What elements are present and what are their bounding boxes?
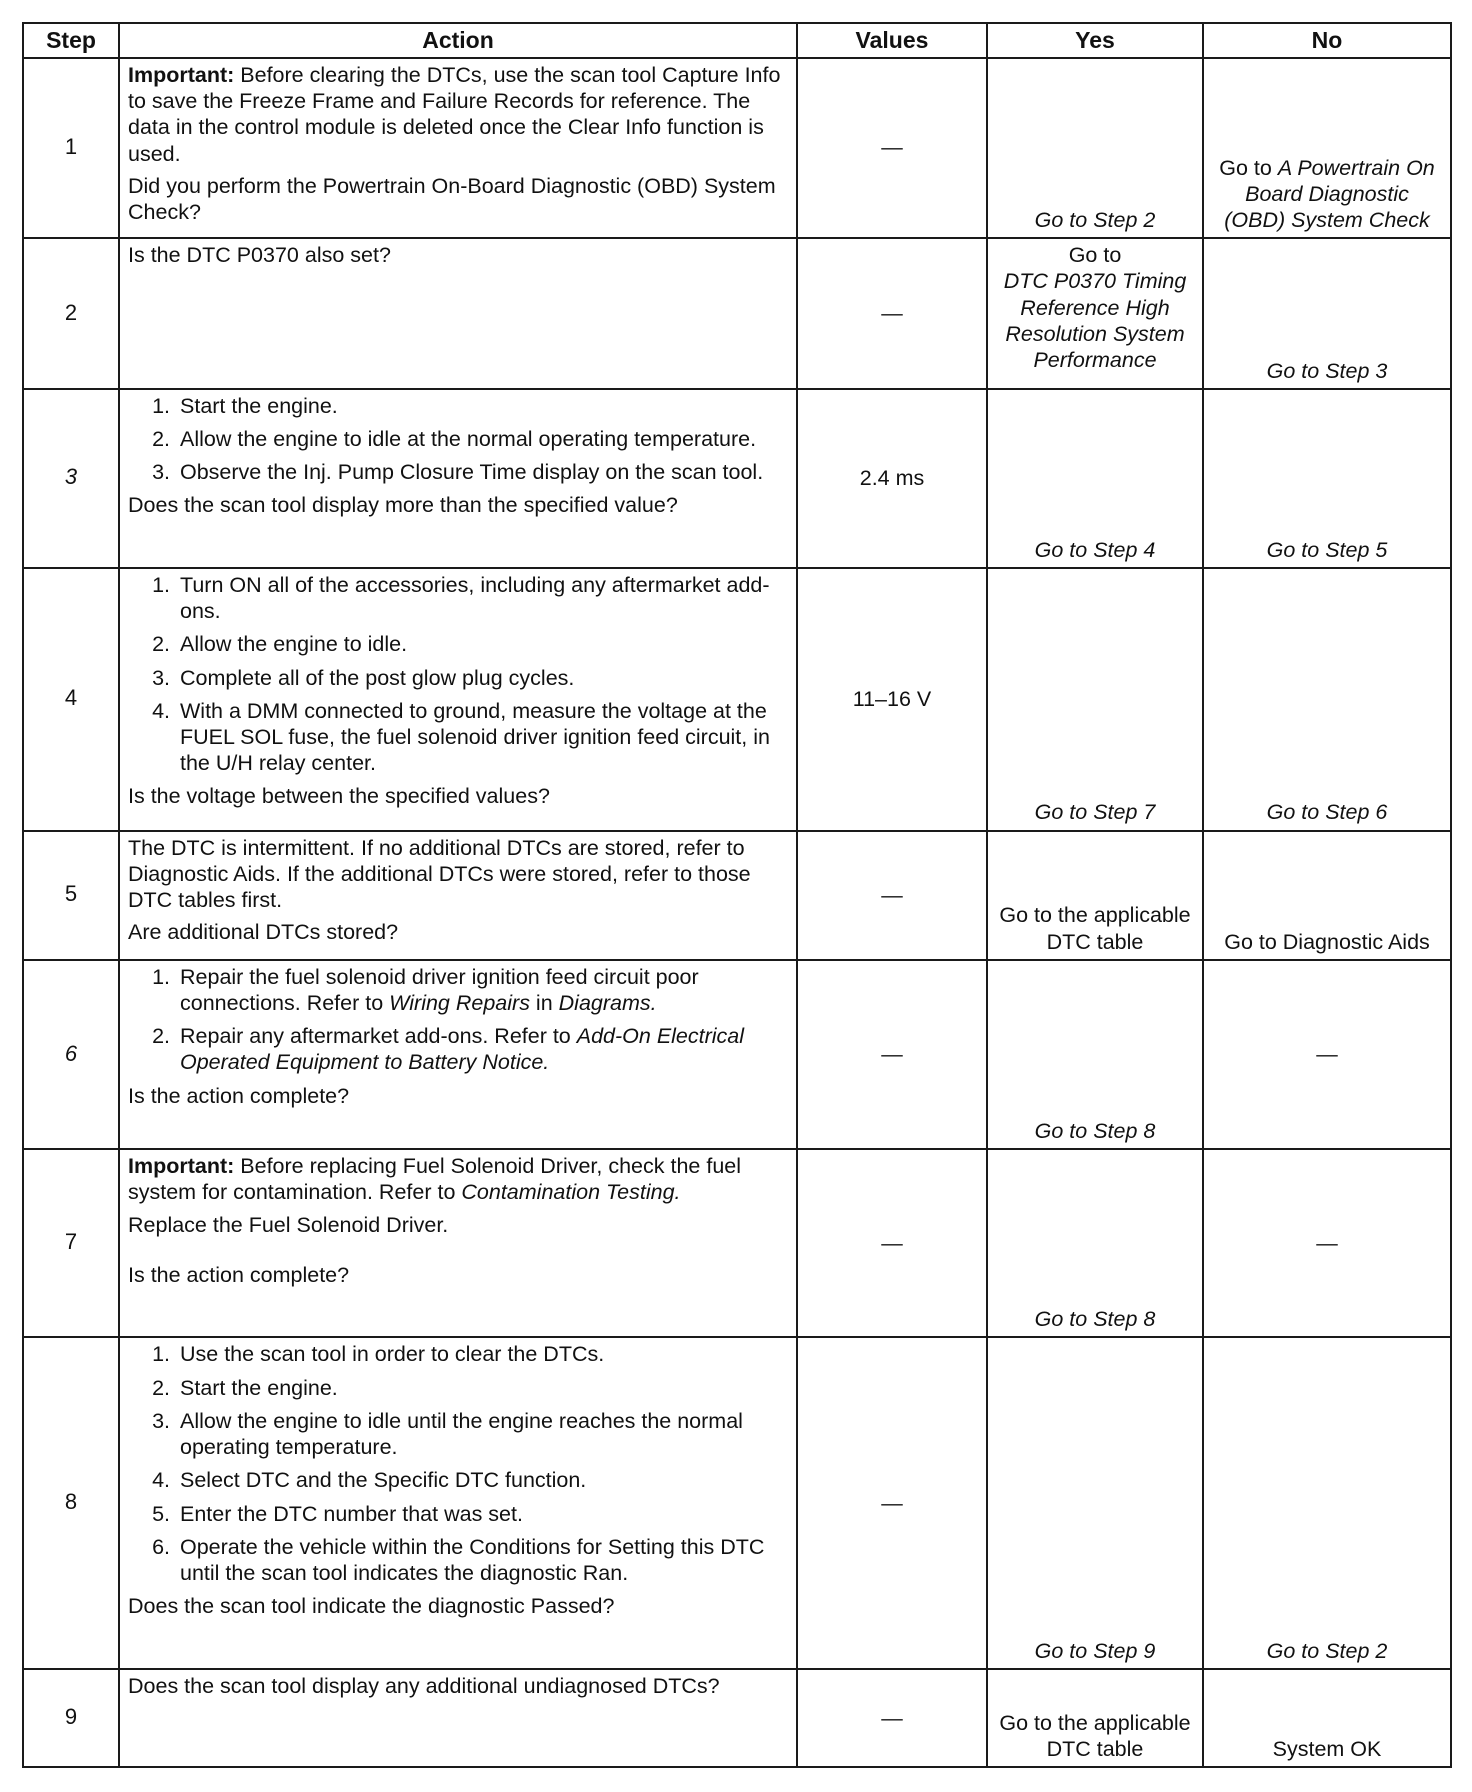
yes-cell bbox=[987, 238, 1203, 389]
no-link[interactable]: Go to Step 5 bbox=[1266, 537, 1388, 562]
values-cell bbox=[797, 1149, 987, 1337]
list-item: 6. Operate the vehicle within the Conditions for Setting this DTC until the scan tool indicates the diagnostic Ran. bbox=[176, 1534, 788, 1586]
action-text: The DTC is intermittent. If no additional DTCs are stored, refer to Diagnostic Aids. If the additional DTCs were stored, refer to those DTC tables first. bbox=[128, 835, 751, 912]
action-list bbox=[128, 964, 788, 1076]
header-step: Step bbox=[23, 23, 119, 58]
action-question: Does the scan tool display any additional undiagnosed DTCs? bbox=[128, 1674, 720, 1699]
list-item: 1. Start the engine. bbox=[176, 393, 788, 419]
list-item bbox=[176, 964, 788, 1016]
step-number: 5 bbox=[23, 831, 119, 960]
action-question: Did you perform the Powertrain On-Board Diagnostic (OBD) System Check? bbox=[128, 173, 776, 225]
no-cell bbox=[1203, 960, 1451, 1149]
no-cell bbox=[1203, 389, 1451, 568]
step-number: 7 bbox=[23, 1149, 119, 1337]
values-text: — bbox=[881, 135, 903, 160]
list-item bbox=[176, 1023, 788, 1075]
table-row-step-9 bbox=[23, 1669, 1451, 1767]
list-item: 2. Allow the engine to idle at the normal operating temperature. bbox=[176, 426, 788, 452]
values-text: — bbox=[881, 882, 903, 907]
action-cell bbox=[119, 568, 797, 831]
values-text: — bbox=[881, 1705, 903, 1730]
action-question: Is the action complete? bbox=[128, 1262, 350, 1287]
action-cell bbox=[119, 1149, 797, 1337]
step-number: 4 bbox=[23, 568, 119, 831]
list-item: 3. Allow the engine to idle until the engine reaches the normal operating temperature. bbox=[176, 1408, 788, 1460]
list-item: 2. Allow the engine to idle. bbox=[176, 631, 788, 657]
important-label: Important: bbox=[128, 63, 235, 87]
step-number: 8 bbox=[23, 1337, 119, 1669]
values-cell bbox=[797, 1337, 987, 1669]
yes-cell bbox=[987, 58, 1203, 238]
yes-link[interactable]: Go to Step 9 bbox=[1034, 1639, 1156, 1664]
add-on-notice-link[interactable]: Add-On Electrical Operated Equipment to Battery Notice. bbox=[180, 1024, 745, 1075]
no-cell bbox=[1203, 1669, 1451, 1767]
list-item: 4. With a DMM connected to ground, measure the voltage at the FUEL SOL fuse, the fuel solenoid driver ignition feed circuit, in the U/H relay center. bbox=[176, 698, 788, 777]
diagnostic-table-page bbox=[22, 22, 1450, 1768]
step-number: 9 bbox=[23, 1669, 119, 1767]
values-text: — bbox=[881, 1041, 903, 1066]
values-text: 11–16 V bbox=[852, 686, 932, 711]
action-cell bbox=[119, 1669, 797, 1767]
list-item: 5. Enter the DTC number that was set. bbox=[176, 1501, 788, 1527]
header-row bbox=[23, 23, 1451, 58]
table-row-step-6 bbox=[23, 960, 1451, 1149]
yes-cell bbox=[987, 1149, 1203, 1337]
values-cell bbox=[797, 831, 987, 960]
yes-link[interactable]: Go to Step 8 bbox=[1034, 1118, 1156, 1143]
values-text: — bbox=[881, 1490, 903, 1515]
yes-link[interactable]: Go to the applicable DTC table bbox=[999, 1710, 1191, 1761]
no-cell bbox=[1203, 1337, 1451, 1669]
step-number: 1 bbox=[23, 58, 119, 238]
no-cell bbox=[1203, 831, 1451, 960]
yes-link[interactable]: Go to Step 4 bbox=[1034, 537, 1156, 562]
action-cell bbox=[119, 1337, 797, 1669]
no-text: System OK bbox=[1272, 1736, 1382, 1761]
values-cell bbox=[797, 568, 987, 831]
no-cell bbox=[1203, 1149, 1451, 1337]
header-yes: Yes bbox=[987, 23, 1203, 58]
header-no: No bbox=[1203, 23, 1451, 58]
table-row-step-8 bbox=[23, 1337, 1451, 1669]
step-number: 6 bbox=[23, 960, 119, 1149]
item-text: Repair any aftermarket add-ons. Refer to bbox=[180, 1024, 577, 1049]
table-row-step-1 bbox=[23, 58, 1451, 238]
no-cell bbox=[1203, 238, 1451, 389]
list-item: 2. Start the engine. bbox=[176, 1375, 788, 1401]
no-link[interactable]: Go to Diagnostic Aids bbox=[1224, 929, 1430, 954]
values-cell bbox=[797, 58, 987, 238]
yes-link[interactable]: Go to Step 7 bbox=[1034, 800, 1156, 825]
table-row-step-3 bbox=[23, 389, 1451, 568]
action-question: Does the scan tool indicate the diagnostic Passed? bbox=[128, 1594, 615, 1619]
list-item: 3. Observe the Inj. Pump Closure Time display on the scan tool. bbox=[176, 459, 788, 485]
no-prefix: Go to bbox=[1219, 155, 1278, 180]
action-question: Is the DTC P0370 also set? bbox=[128, 243, 391, 268]
table-row-step-5 bbox=[23, 831, 1451, 960]
important-note bbox=[128, 1153, 788, 1205]
action-question: Is the voltage between the specified values? bbox=[128, 784, 550, 809]
yes-cell bbox=[987, 960, 1203, 1149]
list-item: 1. Use the scan tool in order to clear the DTCs. bbox=[176, 1341, 788, 1367]
no-link[interactable]: Go to Step 3 bbox=[1266, 358, 1388, 383]
item-text: Repair the fuel solenoid driver ignition feed circuit poor connections. Refer to bbox=[180, 964, 699, 1016]
step-number: 2 bbox=[23, 238, 119, 389]
wiring-repairs-link[interactable]: Wiring Repairs bbox=[389, 991, 530, 1016]
no-link[interactable]: Go to Step 2 bbox=[1266, 1639, 1388, 1664]
table-row-step-2 bbox=[23, 238, 1451, 389]
action-list bbox=[128, 1341, 788, 1586]
yes-cell bbox=[987, 831, 1203, 960]
diagnostic-table bbox=[22, 22, 1452, 1768]
action-list bbox=[128, 393, 788, 486]
action-question: Does the scan tool display more than the specified value? bbox=[128, 493, 678, 518]
yes-link[interactable]: Go to the applicable DTC table bbox=[999, 903, 1191, 954]
yes-link[interactable]: Go to Step 8 bbox=[1034, 1307, 1156, 1332]
yes-cell bbox=[987, 1669, 1203, 1767]
values-cell bbox=[797, 960, 987, 1149]
action-cell bbox=[119, 389, 797, 568]
header-action: Action bbox=[119, 23, 797, 58]
values-cell bbox=[797, 238, 987, 389]
action-question: Are additional DTCs stored? bbox=[128, 920, 399, 945]
yes-cell bbox=[987, 389, 1203, 568]
header-values: Values bbox=[797, 23, 987, 58]
no-cell bbox=[1203, 568, 1451, 831]
values-text: 2.4 ms bbox=[859, 465, 925, 490]
list-item: 3. Complete all of the post glow plug cycles. bbox=[176, 665, 788, 691]
no-cell bbox=[1203, 58, 1451, 238]
step-number: 3 bbox=[23, 389, 119, 568]
values-text: — bbox=[881, 300, 903, 325]
action-question: Is the action complete? bbox=[128, 1083, 350, 1108]
action-text: Replace the Fuel Solenoid Driver. bbox=[128, 1212, 449, 1237]
table-row-step-7 bbox=[23, 1149, 1451, 1337]
action-cell bbox=[119, 831, 797, 960]
action-cell bbox=[119, 960, 797, 1149]
no-text: — bbox=[1316, 1230, 1338, 1255]
important-label: Important: bbox=[128, 1154, 235, 1179]
yes-link[interactable]: DTC P0370 Timing Reference High Resolution System Performance bbox=[1003, 269, 1187, 373]
item-text: in bbox=[529, 991, 559, 1016]
values-cell bbox=[797, 1669, 987, 1767]
diagrams-link[interactable]: Diagrams. bbox=[558, 991, 657, 1016]
action-cell bbox=[119, 238, 797, 389]
yes-link[interactable]: Go to Step 2 bbox=[1034, 207, 1156, 232]
important-text: Before replacing Fuel Solenoid Driver, check the fuel system for contamination. Refer to bbox=[128, 1154, 742, 1205]
no-link[interactable]: Go to Step 6 bbox=[1266, 800, 1388, 825]
no-link[interactable]: A Powertrain On Board Diagnostic (OBD) System Check bbox=[1224, 155, 1435, 232]
values-text: — bbox=[881, 1230, 903, 1255]
values-cell bbox=[797, 389, 987, 568]
contamination-testing-link[interactable]: Contamination Testing. bbox=[461, 1180, 681, 1205]
table-row-step-4 bbox=[23, 568, 1451, 831]
action-list bbox=[128, 572, 788, 777]
no-text: — bbox=[1316, 1041, 1338, 1066]
list-item: 4. Select DTC and the Specific DTC function. bbox=[176, 1467, 788, 1493]
important-note bbox=[128, 62, 788, 167]
spacer bbox=[128, 1244, 788, 1262]
important-text: Before clearing the DTCs, use the scan tool Capture Info to save the Freeze Frame and Failure Records for reference. The data in the control module is deleted once the Clear Info function is used. bbox=[128, 63, 781, 166]
yes-prefix: Go to bbox=[1068, 243, 1122, 268]
action-cell bbox=[119, 58, 797, 238]
list-item: 1. Turn ON all of the accessories, including any aftermarket add-ons. bbox=[176, 572, 788, 624]
yes-cell bbox=[987, 1337, 1203, 1669]
yes-cell bbox=[987, 568, 1203, 831]
